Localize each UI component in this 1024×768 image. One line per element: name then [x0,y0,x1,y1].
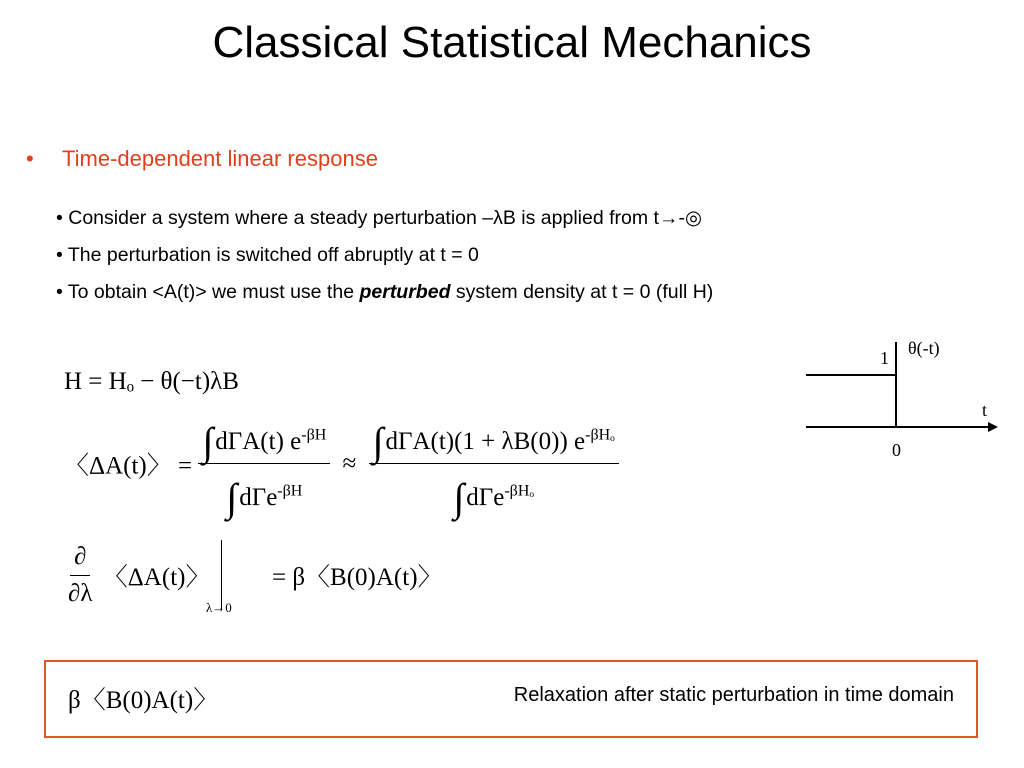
frac1-numerator-exp: -βH [301,426,327,444]
deriv-denominator: ∂λ [68,579,93,607]
step-graph-t-label: t [982,400,988,420]
frac2-numerator: dΓA(t)(1 + λB(0)) e [385,428,586,455]
integral-sign: ∫ [372,419,384,464]
step-graph-theta-label: θ(-t) [908,338,940,358]
frac1-numerator: dΓA(t) e [215,428,302,455]
integral-sign: ∫ [453,475,465,520]
step-graph-one-label: 1 [880,348,889,368]
deriv-eval-point: λ→0 [206,600,232,615]
frac1-denominator: dΓe [239,484,278,511]
result-note: Relaxation after static perturbation in time domain [513,684,954,706]
result-equation: β〈B(0)A(t)〉 [68,687,219,714]
frac2-denominator-exp: -βHₒ [504,482,534,500]
integral-sign: ∫ [226,475,238,520]
step-function-graph [800,330,1010,470]
deriv-body: 〈ΔA(t)〉 [102,564,211,591]
frac2-numerator-exp: -βHₒ [585,426,615,444]
derivative-operator [64,543,96,608]
step-graph-zero-label: 0 [892,440,901,460]
arrow-right-icon [988,422,998,432]
hamiltonian-equation: H = Hₒ − θ(−t)λB [64,368,239,395]
sub-bullet-3-emphasis: perturbed [359,281,451,303]
frac2-denominator: dΓe [466,484,505,511]
sub-bullet-3 [56,274,713,311]
integral-sign: ∫ [202,419,214,464]
sub-bullet-3-after: system density at t = 0 (full H) [450,281,714,303]
approx-fraction [369,412,619,520]
derivative-equation [64,540,443,620]
result-box [44,660,978,738]
ensemble-average-equation [64,412,619,520]
deriv-rhs: = β〈B(0)A(t)〉 [271,564,443,591]
approx-sign: ≈ [342,449,357,477]
bullet-marker: • [26,146,34,171]
sub-bullet-1: • Consider a system where a steady perturbation –λB is applied from t→-◎ [56,207,702,229]
average-lhs: 〈ΔA(t)〉 = [64,452,193,480]
slide-title: Classical Statistical Mechanics [212,18,812,67]
exact-fraction [198,412,330,520]
main-bullet-text: Time-dependent linear response [62,146,378,171]
main-bullet [26,146,378,172]
sub-bullet-list [56,200,713,311]
deriv-numerator: ∂ [70,543,90,576]
sub-bullet-2: • The perturbation is switched off abruptly at t = 0 [56,244,479,266]
sub-bullet-3-before: • To obtain <A(t)> we must use the [56,281,360,303]
frac1-denominator-exp: -βH [277,482,303,500]
